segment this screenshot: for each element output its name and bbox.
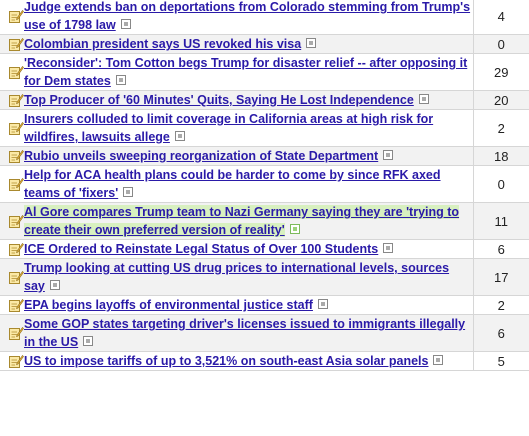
document-pencil-icon [8, 241, 24, 257]
comment-count: 0 [473, 35, 529, 54]
external-link-icon[interactable] [433, 355, 443, 365]
document-pencil-icon [8, 92, 24, 108]
document-pencil-icon [8, 269, 24, 285]
story-title-link[interactable]: EPA begins layoffs of environmental justice staff [24, 298, 313, 312]
table-row [0, 315, 529, 352]
external-link-icon[interactable] [318, 299, 328, 309]
story-title-link[interactable]: Insurers colluded to limit coverage in California areas at high risk for wildfires, lawsuits allege [24, 112, 434, 144]
table-row [0, 240, 529, 259]
comment-count: 5 [473, 352, 529, 371]
comment-count: 20 [473, 91, 529, 110]
story-title-link[interactable]: Trump looking at cutting US drug prices to international levels, sources say [24, 261, 450, 293]
document-pencil-icon [8, 325, 24, 341]
comment-count: 17 [473, 259, 529, 296]
external-link-icon[interactable] [83, 336, 93, 346]
external-link-icon[interactable] [123, 187, 133, 197]
document-pencil-icon [8, 120, 24, 136]
table-row [0, 91, 529, 110]
table-row [0, 203, 529, 240]
story-title-link[interactable]: Al Gore compares Trump team to Nazi Germany saying they are 'trying to create their own preferred version of reality' [24, 205, 460, 237]
story-title-link[interactable]: Judge extends ban on deportations from Colorado stemming from Trump's use of 1798 law [24, 0, 471, 32]
external-link-icon[interactable] [290, 224, 300, 234]
document-pencil-icon [8, 297, 24, 313]
comment-count: 4 [473, 0, 529, 35]
comment-count: 29 [473, 54, 529, 91]
external-link-icon[interactable] [383, 150, 393, 160]
external-link-icon[interactable] [175, 131, 185, 141]
table-row [0, 166, 529, 203]
external-link-icon[interactable] [419, 94, 429, 104]
story-title-link[interactable]: ICE Ordered to Reinstate Legal Status of Over 100 Students [24, 242, 379, 256]
external-link-icon[interactable] [383, 243, 393, 253]
comment-count: 11 [473, 203, 529, 240]
table-row [0, 110, 529, 147]
comment-count: 6 [473, 240, 529, 259]
document-pencil-icon [8, 353, 24, 369]
table-row [0, 259, 529, 296]
document-pencil-icon [8, 36, 24, 52]
story-title-link[interactable]: Colombian president says US revoked his visa [24, 37, 302, 51]
external-link-icon[interactable] [306, 38, 316, 48]
external-link-icon[interactable] [121, 19, 131, 29]
table-row [0, 0, 529, 35]
comment-count: 0 [473, 166, 529, 203]
comment-count: 2 [473, 110, 529, 147]
story-title-link[interactable]: Top Producer of '60 Minutes' Quits, Saying He Lost Independence [24, 93, 414, 107]
story-title-link[interactable]: Some GOP states targeting driver's licenses issued to immigrants illegally in the US [24, 317, 466, 349]
comment-count: 2 [473, 296, 529, 315]
story-title-link[interactable]: Rubio unveils sweeping reorganization of State Department [24, 149, 379, 163]
table-row [0, 147, 529, 166]
table-row [0, 54, 529, 91]
table-row [0, 296, 529, 315]
document-pencil-icon [8, 8, 24, 24]
external-link-icon[interactable] [116, 75, 126, 85]
story-title-link[interactable]: 'Reconsider': Tom Cotton begs Trump for disaster relief -- after opposing it for Dem states [24, 56, 468, 88]
table-row [0, 352, 529, 371]
document-pencil-icon [8, 213, 24, 229]
document-pencil-icon [8, 148, 24, 164]
story-title-link[interactable]: US to impose tariffs of up to 3,521% on south-east Asia solar panels [24, 354, 429, 368]
external-link-icon[interactable] [50, 280, 60, 290]
comment-count: 6 [473, 315, 529, 352]
document-pencil-icon [8, 176, 24, 192]
table-row [0, 35, 529, 54]
document-pencil-icon [8, 64, 24, 80]
comment-count: 18 [473, 147, 529, 166]
story-title-link[interactable]: Help for ACA health plans could be harder to come by since RFK axed teams of 'fixers' [24, 168, 441, 200]
